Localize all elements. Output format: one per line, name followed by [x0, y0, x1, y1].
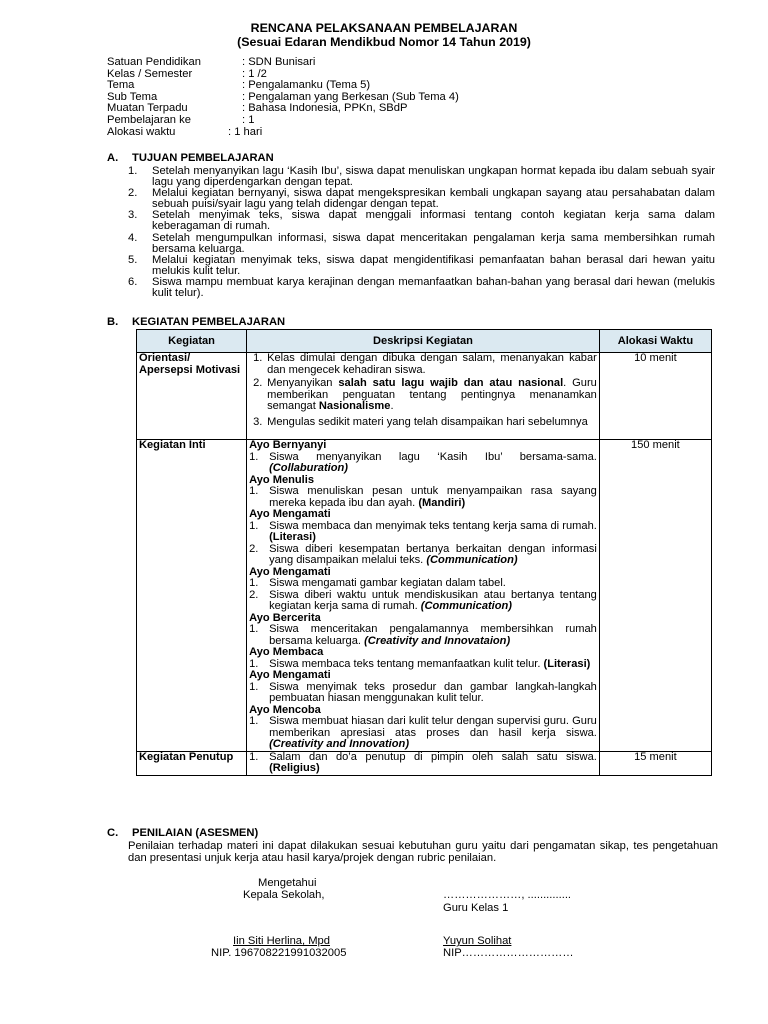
list-item	[128, 166, 715, 188]
meta-value: : Bahasa Indonesia, PPKn, SBdP	[242, 102, 408, 115]
signature-left-role: Kepala Sekolah,	[243, 889, 325, 901]
item-number: 1.	[249, 750, 259, 763]
item-number: 2.	[249, 542, 259, 555]
item-number: 1.	[253, 352, 263, 364]
item-text: Setelah mengumpulkan informasi, siswa dapat menceritakan pengalaman kerja sama membersihkan rumah bersama keluarga.	[152, 231, 715, 255]
inti-description	[247, 440, 600, 752]
meta-value: : Pengalaman yang Berkesan (Sub Tema 4)	[242, 90, 459, 103]
meta-label: Sub Tema	[107, 90, 158, 103]
item-number: 1.	[249, 577, 259, 589]
subheading: Ayo Mencoba	[249, 703, 321, 716]
subheading: Ayo Mengamati	[249, 669, 331, 681]
section-letter: C.	[107, 827, 119, 839]
assessment-text: Penilaian terhadap materi ini dapat dilakukan sesuai kebutuhan guru yaitu dari pengamatan sikap, tes pengetahuan dan presentasi unjuk kerja atau hasil karya/projek dengan rubric penilaian.	[128, 840, 718, 864]
item-tag: (Literasi)	[269, 531, 316, 543]
item-tag: (Mandiri)	[418, 496, 466, 509]
table-row	[137, 751, 712, 775]
phase-orientasi: Orientasi/ Apersepsi Motivasi	[137, 353, 247, 440]
item-tag: (Religius)	[269, 762, 320, 774]
list-item	[249, 353, 597, 376]
item-number: 6.	[128, 275, 138, 288]
objectives-list	[128, 166, 715, 299]
list-item	[249, 659, 597, 671]
subheading: Ayo Bernyanyi	[249, 439, 327, 451]
item-number: 4.	[128, 231, 138, 244]
header-deskripsi: Deskripsi Kegiatan	[247, 330, 600, 353]
phase-penutup: Kegiatan Penutup	[137, 751, 247, 775]
table-header-row	[137, 330, 712, 353]
item-text: Melalui kegiatan menyimak teks, siswa dapat mengidentifikasi pemanfaatan bahan berasal dari hewan yaitu melukis kulit telur.	[152, 253, 715, 277]
item-tag: (Communication)	[426, 554, 518, 566]
time-orientasi: 10 menit	[599, 353, 711, 440]
item-tag: (Communication)	[420, 600, 513, 612]
header-kegiatan: Kegiatan	[137, 330, 247, 353]
section-title: KEGIATAN PEMBELAJARAN	[132, 316, 286, 328]
signature-left-label: Mengetahui	[258, 877, 317, 889]
signature-left-nip: NIP. 196708221991032005	[211, 947, 347, 959]
item-text: Kelas dimulai dengan dibuka dengan salam, menanyakan kabar dan mengecek kehadiran siswa.	[267, 352, 597, 376]
list-item	[249, 624, 597, 647]
signature-right-nip: NIP…………………………	[443, 947, 574, 959]
item-number: 1.	[249, 715, 259, 727]
subheading: Ayo Bercerita	[249, 611, 321, 624]
item-text: .	[390, 400, 394, 412]
item-tag: (Creativity and Innovataion)	[364, 634, 511, 647]
section-title: PENILAIAN (ASESMEN)	[132, 827, 259, 839]
item-number: 2.	[253, 377, 263, 389]
item-tag: (Creativity and Innovation)	[269, 738, 410, 750]
meta-label: Muatan Terpadu	[107, 102, 188, 115]
item-text: Setelah menyimak teks, siswa dapat menggali informasi tentang contoh kegiatan kerja sama dalam keberagaman di rumah.	[152, 209, 715, 233]
item-text: Mengulas sedikit materi yang telah disampaikan hari sebelumnya	[267, 415, 588, 428]
subheading: Ayo Menulis	[249, 473, 315, 486]
meta-label: Alokasi waktu	[107, 125, 176, 138]
section-letter: A.	[107, 152, 119, 164]
meta-label: Tema	[107, 79, 135, 92]
section-letter: B.	[107, 316, 119, 328]
item-text: Melalui kegiatan bernyanyi, siswa dapat mengekspresikan kembali ungkapan sayang atau persahabatan dalam sebuah puisi/syair lagu yang telah didengar dengan tepat.	[152, 187, 715, 211]
meta-value: : Pengalamanku (Tema 5)	[242, 79, 371, 92]
table-row	[137, 440, 712, 752]
item-text: Siswa membuat hiasan dari kulit telur dengan supervisi guru. Guru memberikan apresiasi atas proses dan hasil kerja siswa.	[269, 715, 597, 739]
list-item	[249, 682, 597, 705]
item-number: 1.	[128, 165, 138, 177]
subheading: Ayo Membaca	[249, 646, 324, 658]
orientasi-description	[247, 353, 600, 440]
item-text: . Guru memberikan penguatan tentang pentingnya menanamkan semangat	[267, 377, 597, 412]
item-tag: (Literasi)	[543, 657, 591, 670]
meta-value: : 1 /2	[242, 67, 267, 80]
list-item	[128, 210, 715, 232]
item-number: 1.	[249, 680, 259, 693]
list-item	[128, 277, 715, 299]
item-number: 2.	[128, 187, 138, 200]
item-text: Siswa mampu membuat karya kerajinan dengan memanfaatkan bahan-bahan yang berasal dari hewan (melukis kulit telur).	[152, 275, 715, 300]
item-emphasis: Nasionalisme	[318, 400, 391, 412]
item-text: Siswa mengamati gambar kegiatan dalam tabel.	[269, 577, 506, 589]
item-text: Setelah menyanyikan lagu ‘Kasih Ibu’, siswa dapat menuliskan ungkapan hormat kepada ibu dalam sebuah syair lagu yang diperdengarkan dengan tepat.	[152, 165, 715, 189]
meta-label: Kelas / Semester	[107, 67, 193, 80]
subheading: Ayo Mengamati	[249, 565, 331, 578]
time-penutup: 15 menit	[599, 751, 711, 775]
list-item	[249, 486, 597, 509]
item-text: Siswa menyimak teks prosedur dan gambar langkah-langkah pembuatan hiasan menggunakan kulit telur.	[269, 680, 597, 704]
signature-right-name: Yuyun Solihat	[443, 935, 512, 947]
signature-right-role: Guru Kelas 1	[443, 902, 509, 914]
item-number: 1.	[249, 485, 259, 497]
list-item	[249, 752, 597, 775]
item-text: Siswa membaca dan menyimak teks tentang kerja sama di rumah.	[269, 519, 597, 532]
list-item	[249, 521, 597, 544]
phase-inti: Kegiatan Inti	[137, 440, 247, 752]
activities-table	[136, 329, 712, 776]
table-row	[137, 353, 712, 440]
item-number: 1.	[249, 623, 259, 635]
item-text: Siswa diberi kesempatan bertanya berkaitan dengan informasi yang disampaikan melalui teks.	[269, 542, 597, 566]
meta-value: : 1	[242, 113, 255, 126]
section-a-heading	[107, 152, 274, 164]
penutup-description	[247, 751, 600, 775]
document-title: RENCANA PELAKSANAAN PEMBELAJARAN	[250, 21, 518, 35]
item-number: 1.	[249, 450, 259, 463]
item-text: Siswa menyanyikan lagu ‘Kasih Ibu’ bersama-sama.	[269, 450, 597, 463]
meta-value: : SDN Bunisari	[242, 56, 316, 68]
list-item	[249, 378, 597, 413]
item-text: Salam dan do’a penutup di pimpin oleh salah satu siswa.	[269, 750, 597, 763]
header-alokasi: Alokasi Waktu	[599, 330, 711, 353]
list-item	[128, 233, 715, 255]
item-text: Menyanyikan	[267, 377, 339, 389]
section-title: TUJUAN PEMBELAJARAN	[132, 152, 274, 164]
list-item	[249, 590, 597, 613]
list-item	[249, 544, 597, 567]
signature-right-date: …………………, ..............	[443, 889, 572, 901]
time-inti: 150 menit	[599, 440, 711, 752]
item-text: Siswa diberi waktu untuk mendiskusikan atau bertanya tentang kegiatan kerja sama di rumah.	[269, 588, 597, 612]
item-number: 1.	[249, 519, 259, 532]
item-number: 3.	[128, 209, 138, 222]
section-c-heading	[107, 827, 258, 839]
subheading: Ayo Mengamati	[249, 508, 331, 520]
item-number: 5.	[128, 253, 138, 266]
list-item	[249, 452, 597, 475]
list-item	[249, 416, 597, 429]
list-item	[128, 255, 715, 277]
item-tag: (Collaburation)	[269, 462, 348, 474]
signature-left-name: Iin Siti Herlina, Mpd	[233, 935, 330, 947]
meta-label: Satuan Pendidikan	[107, 56, 201, 68]
meta-value: : 1 hari	[228, 125, 263, 138]
item-emphasis: salah satu lagu wajib dan atau nasional	[338, 377, 564, 389]
item-text: Siswa menceritakan pengalamannya membersihkan rumah bersama keluarga.	[269, 623, 597, 647]
item-number: 3.	[253, 415, 263, 428]
document-subtitle: (Sesuai Edaran Mendikbud Nomor 14 Tahun 2019)	[237, 35, 531, 49]
meta-label: Pembelajaran ke	[107, 113, 191, 126]
item-text: Siswa membaca teks tentang memanfaatkan kulit telur.	[269, 657, 544, 670]
item-number: 1.	[249, 657, 259, 670]
list-item	[128, 188, 715, 210]
section-b-heading	[107, 316, 285, 328]
item-number: 2.	[249, 588, 259, 601]
list-item	[249, 716, 597, 751]
item-text: Siswa menuliskan pesan untuk menyampaikan rasa sayang mereka kepada ibu dan ayah.	[269, 485, 597, 509]
